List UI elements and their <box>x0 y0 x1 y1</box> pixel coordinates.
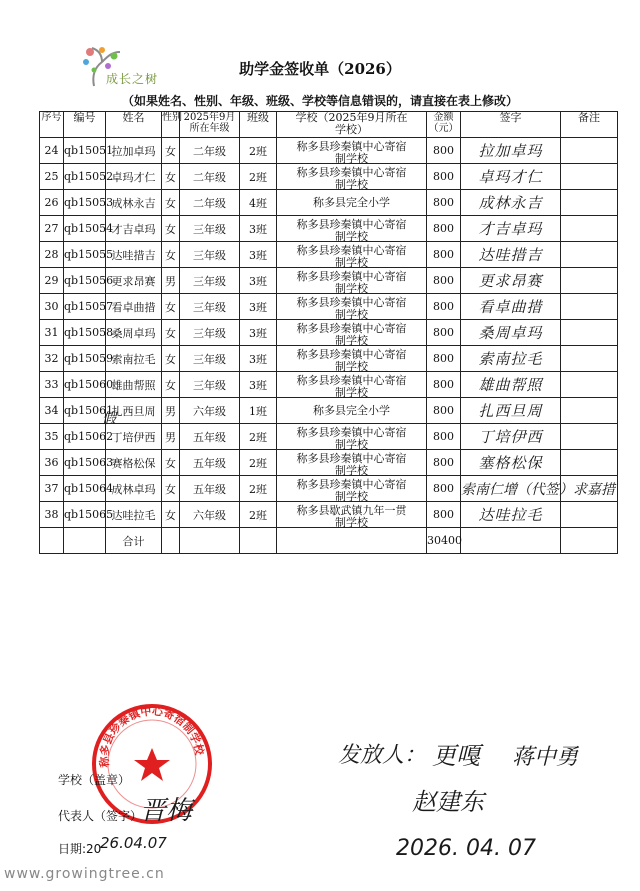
row-gender: 女 <box>162 450 180 476</box>
row-remark <box>561 268 618 294</box>
row-seq: 28 <box>40 242 64 268</box>
issuer-name-1: 更嘎 <box>432 742 480 770</box>
handwritten-signature: 扎西旦周 <box>478 402 543 420</box>
row-seq: 27 <box>40 216 64 242</box>
row-remark <box>561 502 618 528</box>
row-seq: 33 <box>40 372 64 398</box>
table-row <box>40 268 618 294</box>
handwritten-signature: 卓玛才仁 <box>478 168 543 186</box>
row-signature <box>461 476 615 502</box>
row-amount: 800 <box>427 346 461 372</box>
row-school: 称多县珍秦镇中心寄宿 制学校 <box>277 450 427 476</box>
row-name: 拉加卓玛 <box>106 138 162 164</box>
row-grade: 三年级 <box>180 242 240 268</box>
handwritten-signature: 看卓曲措 <box>478 298 543 316</box>
row-school: 称多县珍秦镇中心寄宿 制学校 <box>277 476 427 502</box>
row-amount: 800 <box>427 398 461 424</box>
row-signature <box>461 424 561 450</box>
handwritten-signature: 拉加卓玛 <box>478 142 543 160</box>
row-amount: 800 <box>427 502 461 528</box>
handwritten-signature: 更求昂赛 <box>478 272 543 290</box>
seal-text: 称多县珍秦镇中心寄宿制学校 <box>97 704 207 768</box>
representative-signature: 晋梅 <box>140 796 193 826</box>
table-row <box>40 424 618 450</box>
row-code: qb15055 <box>64 242 106 268</box>
header-gender: 性别 <box>162 112 180 138</box>
row-code: qb15060 <box>64 372 106 398</box>
row-grade: 五年级 <box>180 424 240 450</box>
row-remark <box>561 450 618 476</box>
row-grade: 五年级 <box>180 476 240 502</box>
total-amount: 30400 <box>427 528 461 554</box>
table-row <box>40 476 618 502</box>
row-remark <box>561 138 618 164</box>
row-name: 成林卓玛 <box>106 476 162 502</box>
row-school: 称多县珍秦镇中心寄宿 制学校 <box>277 268 427 294</box>
row-grade: 五年级 <box>180 450 240 476</box>
total-label: 合计 <box>106 528 162 554</box>
row-amount: 800 <box>427 190 461 216</box>
table-row <box>40 398 618 424</box>
row-name: 更求昂赛 <box>106 268 162 294</box>
name-correction-mark: 假 <box>102 411 116 427</box>
row-signature <box>461 320 561 346</box>
table-row <box>40 242 618 268</box>
row-school: 称多县珍秦镇中心寄宿 制学校 <box>277 164 427 190</box>
row-amount: 800 <box>427 294 461 320</box>
row-grade: 三年级 <box>180 216 240 242</box>
table-row <box>40 138 618 164</box>
handwritten-signature: 雄曲帮照 <box>478 376 543 394</box>
row-class: 2班 <box>240 450 277 476</box>
row-class: 2班 <box>240 502 277 528</box>
row-signature <box>461 242 561 268</box>
row-grade: 三年级 <box>180 372 240 398</box>
row-signature <box>461 138 561 164</box>
row-school: 称多县歇武镇九年一贯 制学校 <box>277 502 427 528</box>
row-name: 卓玛才仁 <box>106 164 162 190</box>
row-school: 称多县珍秦镇中心寄宿 制学校 <box>277 424 427 450</box>
row-name: 桑周卓玛 <box>106 320 162 346</box>
row-seq: 31 <box>40 320 64 346</box>
row-code: qb15061 <box>64 398 106 424</box>
row-seq: 38 <box>40 502 64 528</box>
row-class: 2班 <box>240 476 277 502</box>
row-grade: 二年级 <box>180 190 240 216</box>
row-code: qb15056 <box>64 268 106 294</box>
header-class: 班级 <box>240 112 277 138</box>
row-amount: 800 <box>427 216 461 242</box>
row-gender: 女 <box>162 476 180 502</box>
row-signature <box>461 346 561 372</box>
row-code: qb15064 <box>64 476 106 502</box>
row-school: 称多县珍秦镇中心寄宿 制学校 <box>277 138 427 164</box>
row-gender: 女 <box>162 372 180 398</box>
row-class: 3班 <box>240 346 277 372</box>
row-amount: 800 <box>427 424 461 450</box>
table-row <box>40 346 618 372</box>
row-signature <box>461 164 561 190</box>
representative-label: 代表人（签字） <box>58 809 143 823</box>
logo-text: 成长之树 <box>106 72 159 86</box>
date-handwritten: 26.04.07 <box>100 834 167 852</box>
row-grade: 二年级 <box>180 164 240 190</box>
table-row <box>40 450 618 476</box>
row-amount: 800 <box>427 164 461 190</box>
row-grade: 二年级 <box>180 138 240 164</box>
row-remark <box>561 372 618 398</box>
row-code: qb15053 <box>64 190 106 216</box>
row-remark <box>561 294 618 320</box>
row-class: 4班 <box>240 190 277 216</box>
row-signature <box>461 268 561 294</box>
row-remark <box>561 216 618 242</box>
row-remark <box>561 164 618 190</box>
row-remark <box>561 398 618 424</box>
row-signature <box>461 398 561 424</box>
row-school: 称多县珍秦镇中心寄宿 制学校 <box>277 242 427 268</box>
table-row <box>40 216 618 242</box>
row-gender: 女 <box>162 346 180 372</box>
header-code: 编号 <box>64 112 106 138</box>
row-class: 1班 <box>240 398 277 424</box>
row-remark <box>561 346 618 372</box>
row-class: 2班 <box>240 164 277 190</box>
row-seq: 37 <box>40 476 64 502</box>
table-row <box>40 502 618 528</box>
issuer-name-2: 蒋中勇 <box>512 745 579 770</box>
handwritten-signature: 桑周卓玛 <box>478 324 543 342</box>
row-amount: 800 <box>427 320 461 346</box>
row-code: qb15058 <box>64 320 106 346</box>
row-signature <box>461 372 561 398</box>
row-remark <box>561 242 618 268</box>
row-grade: 三年级 <box>180 320 240 346</box>
school-stamp-label: 学校（盖章） <box>58 773 131 787</box>
row-seq: 30 <box>40 294 64 320</box>
row-gender: 女 <box>162 294 180 320</box>
handwritten-signature: 塞格松保 <box>478 454 543 472</box>
row-school: 称多县珍秦镇中心寄宿 制学校 <box>277 216 427 242</box>
row-gender: 女 <box>162 190 180 216</box>
row-school: 称多县珍秦镇中心寄宿 制学校 <box>277 320 427 346</box>
row-code: qb15051 <box>64 138 106 164</box>
row-gender: 女 <box>162 138 180 164</box>
row-class: 3班 <box>240 268 277 294</box>
header-signature: 签字 <box>461 112 561 138</box>
table-row <box>40 164 618 190</box>
row-name: 看卓曲措 <box>106 294 162 320</box>
row-school: 称多县珍秦镇中心寄宿 制学校 <box>277 346 427 372</box>
row-amount: 800 <box>427 138 461 164</box>
row-seq: 26 <box>40 190 64 216</box>
handwritten-signature: 索南仁增（代签）求嘉措 <box>461 481 615 498</box>
row-code: qb15059 <box>64 346 106 372</box>
row-class: 2班 <box>240 138 277 164</box>
row-gender: 男 <box>162 268 180 294</box>
date-label: 日期:20 <box>58 842 102 856</box>
row-grade: 六年级 <box>180 502 240 528</box>
issue-date: 2026. 04. 07 <box>396 836 536 861</box>
row-class: 3班 <box>240 372 277 398</box>
row-gender: 女 <box>162 164 180 190</box>
row-gender: 女 <box>162 320 180 346</box>
header-grade: 2025年9月所在年级 <box>180 112 240 138</box>
row-seq: 35 <box>40 424 64 450</box>
table-row <box>40 320 618 346</box>
row-remark <box>561 320 618 346</box>
row-code: qb15063 <box>64 450 106 476</box>
row-name: 赛格松保 <box>106 450 162 476</box>
row-signature <box>461 216 561 242</box>
row-name: 索南拉毛 <box>106 346 162 372</box>
header-school: 学校（2025年9月所在学校） <box>277 112 427 138</box>
website-watermark: www.growingtree.cn <box>4 866 165 882</box>
issuer-name-3: 赵建东 <box>412 788 484 816</box>
row-class: 2班 <box>240 424 277 450</box>
handwritten-signature: 达哇措吉 <box>478 246 543 264</box>
row-seq: 24 <box>40 138 64 164</box>
handwritten-signature: 才吉卓玛 <box>478 220 543 238</box>
row-seq: 34 <box>40 398 64 424</box>
row-amount: 800 <box>427 242 461 268</box>
row-signature <box>461 294 561 320</box>
row-amount: 800 <box>427 268 461 294</box>
row-name: 雄曲帮照 <box>106 372 162 398</box>
header-remark: 备注 <box>561 112 618 138</box>
handwritten-signature: 丁培伊西 <box>478 428 543 446</box>
row-remark <box>561 424 618 450</box>
row-school: 称多县珍秦镇中心寄宿 制学校 <box>277 372 427 398</box>
total-row <box>40 528 618 554</box>
handwritten-signature: 索南拉毛 <box>478 350 543 368</box>
row-seq: 29 <box>40 268 64 294</box>
row-gender: 男 <box>162 424 180 450</box>
row-gender: 女 <box>162 242 180 268</box>
document-title: 助学金签收单（2026） <box>239 60 401 78</box>
row-remark <box>561 190 618 216</box>
row-code: qb15062 <box>64 424 106 450</box>
table-header-row <box>40 112 618 138</box>
row-code: qb15054 <box>64 216 106 242</box>
row-signature <box>461 502 561 528</box>
header-name: 姓名 <box>106 112 162 138</box>
issuer-label: 发放人： <box>338 743 427 768</box>
row-signature <box>461 450 561 476</box>
row-class: 3班 <box>240 320 277 346</box>
table-row <box>40 294 618 320</box>
stipend-receipt-table <box>39 111 618 554</box>
row-seq: 32 <box>40 346 64 372</box>
row-code: qb15065 <box>64 502 106 528</box>
row-name: 达哇措吉 <box>106 242 162 268</box>
handwritten-signature: 成林永吉 <box>478 194 543 212</box>
row-class: 3班 <box>240 242 277 268</box>
row-grade: 三年级 <box>180 268 240 294</box>
row-gender: 女 <box>162 216 180 242</box>
row-class: 3班 <box>240 294 277 320</box>
row-school: 称多县完全小学 <box>277 190 427 216</box>
row-code: qb15052 <box>64 164 106 190</box>
row-gender: 男 <box>162 398 180 424</box>
row-name: 扎西旦周 <box>106 398 162 424</box>
row-name: 达哇拉毛 <box>106 502 162 528</box>
row-class: 3班 <box>240 216 277 242</box>
handwritten-signature: 达哇拉毛 <box>478 506 543 524</box>
header-seq: 序号 <box>40 112 64 138</box>
row-seq: 36 <box>40 450 64 476</box>
row-name: 丁培伊西 <box>106 424 162 450</box>
row-name: 成林永吉 <box>106 190 162 216</box>
table-row <box>40 190 618 216</box>
row-amount: 800 <box>427 372 461 398</box>
header-amount: 金额（元） <box>427 112 461 138</box>
row-signature <box>461 190 561 216</box>
row-amount: 800 <box>427 450 461 476</box>
table-row <box>40 372 618 398</box>
row-grade: 六年级 <box>180 398 240 424</box>
row-code: qb15057 <box>64 294 106 320</box>
row-seq: 25 <box>40 164 64 190</box>
row-grade: 三年级 <box>180 294 240 320</box>
row-school: 称多县完全小学 <box>277 398 427 424</box>
row-amount: 800 <box>427 476 461 502</box>
row-school: 称多县珍秦镇中心寄宿 制学校 <box>277 294 427 320</box>
row-gender: 女 <box>162 502 180 528</box>
row-grade: 三年级 <box>180 346 240 372</box>
document-subtitle: （如果姓名、性别、年级、班级、学校等信息错误的，请直接在表上修改） <box>121 94 518 108</box>
row-name: 才吉卓玛 <box>106 216 162 242</box>
